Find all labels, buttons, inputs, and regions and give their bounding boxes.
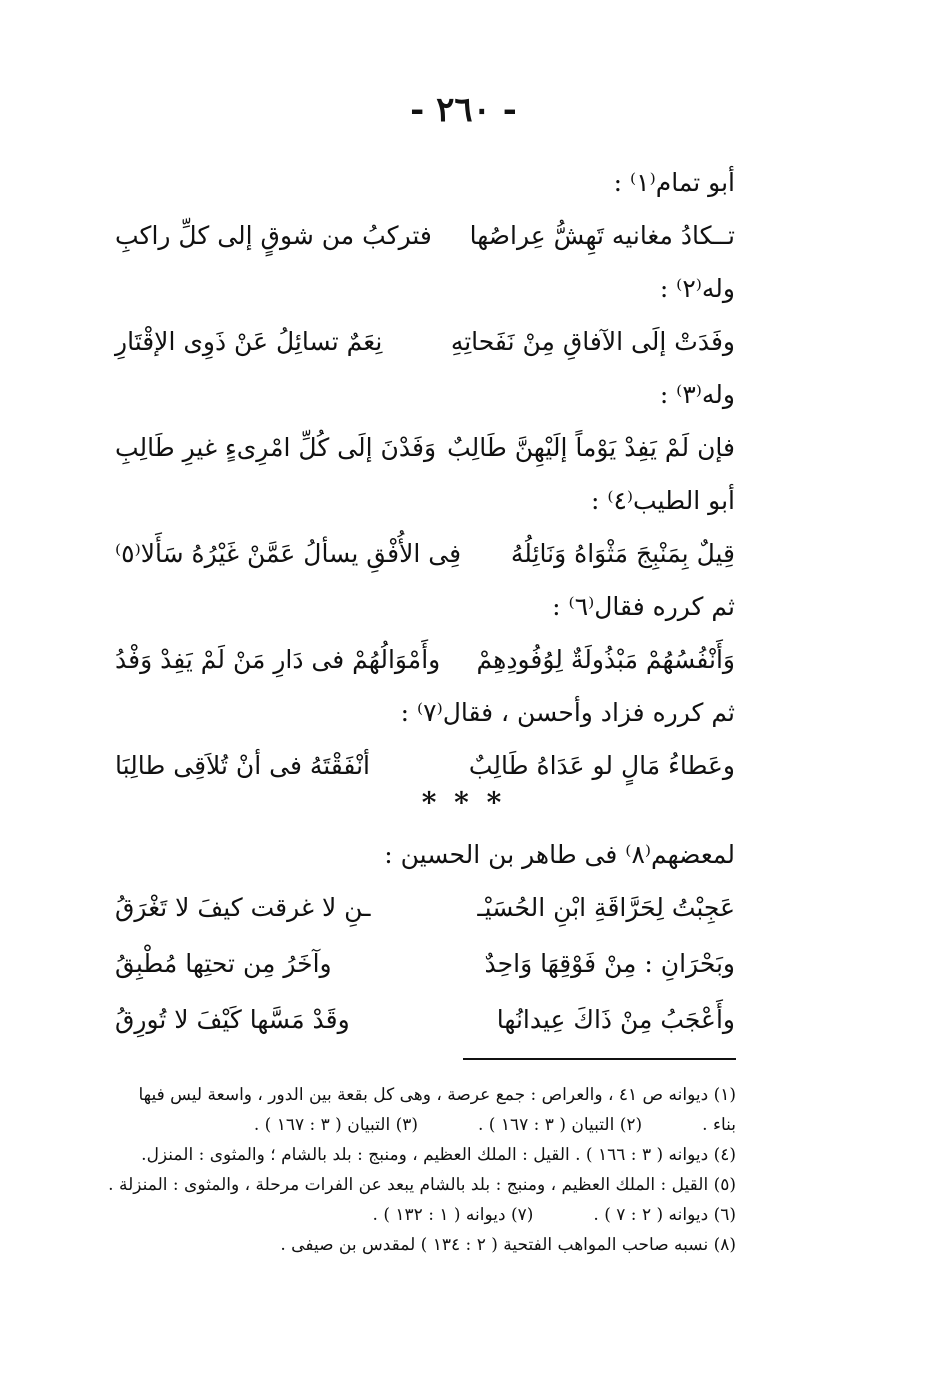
verse-first-hemistich: تــكادُ مغانيه تَهِشُّ عِراصُها bbox=[469, 221, 735, 250]
poet-heading: أبو تمام⁽١⁾ : bbox=[613, 168, 735, 197]
poet-heading: ثم كرره فزاد وأحسن ، فقال⁽٧⁾ : bbox=[400, 698, 735, 727]
poet-heading: لمعضهم⁽٨⁾ فى طاهر بن الحسين : bbox=[384, 840, 735, 869]
verse-first-hemistich: عَجِبْتُ لِحَرَّاقَةِ ابْنِ الحُسَيْـ bbox=[477, 893, 735, 922]
verse-first-hemistich: قِيلٌ بِمَنْبِجَ مَثْوَاهُ وَنَائِلُهُ bbox=[510, 539, 735, 568]
footnote-row bbox=[112, 1110, 736, 1140]
verse-first-hemistich: وأَعْجَبُ مِنْ ذَاكَ عِيدانُها bbox=[496, 1005, 735, 1034]
poet-heading: وله⁽٣⁾ : bbox=[659, 380, 735, 409]
poem-entry bbox=[115, 158, 735, 264]
page-number: - ٢٦٠ - bbox=[410, 90, 517, 130]
footnote-6: (٦) ديوانه ( ٢ : ٧ ) . bbox=[593, 1205, 736, 1225]
verse-second-hemistich: فتركبُ من شوقٍ إلى كلِّ راكبِ bbox=[115, 221, 432, 250]
verse-second-hemistich: وقَدْ مَسَّها كَيْفَ لا تُورِقُ bbox=[115, 1005, 350, 1034]
poem-entry bbox=[115, 582, 735, 688]
verse-second-hemistich: وآخَرُ مِن تحتِها مُطْبِقُ bbox=[115, 949, 332, 978]
poet-heading: وله⁽٢⁾ : bbox=[659, 274, 735, 303]
footnote-8: (٨) نسبه صاحب المواهب الفتحية ( ٢ : ١٣٤ ) لمقدس بن صيفى . bbox=[280, 1235, 736, 1255]
poet-heading: ثم كرره فقال⁽٦⁾ : bbox=[552, 592, 735, 621]
verse-line bbox=[115, 420, 735, 476]
verse-first-hemistich: وعَطاءُ مَالٍ لو عَدَاهُ طَالِبٌ bbox=[468, 751, 735, 780]
footnote-4: (٤) ديوانه ( ٣ : ١٦٦ ) . القيل : الملك العظيم ، ومنبج : بلد بالشام ؛ والمثوى : المنزل. bbox=[141, 1145, 736, 1165]
verse-line bbox=[115, 526, 735, 582]
footnote-7: (٧) ديوانه ( ١ : ١٣٢ ) . bbox=[372, 1205, 534, 1225]
verse-second-hemistich: ـنِ لا غرقت كيفَ لا تَغْرَقُ bbox=[115, 893, 371, 922]
verse-second-hemistich: وأَمْوَالُهُمْ فى دَارِ مَنْ لَمْ يَفِدْ وَفْدُ bbox=[115, 645, 441, 674]
verse-second-hemistich: وَفَدْنَ إلَى كُلِّ امْرِىءٍ غيرِ طَالِبِ bbox=[115, 433, 437, 462]
verse-line bbox=[115, 208, 735, 264]
verse-first-hemistich: وبَحْرَانِ : مِنْ فَوْقِهَا وَاحِدٌ bbox=[484, 949, 735, 978]
verse-first-hemistich: وفَدَتْ إلَى الآفاقِ مِنْ نَفَحاتِهِ bbox=[450, 327, 735, 356]
poem-section-2 bbox=[115, 830, 735, 1048]
verse-line bbox=[115, 314, 735, 370]
footnotes bbox=[108, 1080, 736, 1260]
verse-line bbox=[115, 992, 735, 1048]
verse-first-hemistich: فإن لَمْ يَفِدْ يَوْماً إلَيْهِنَّ طَالِبٌ bbox=[447, 433, 735, 462]
verse-second-hemistich: نِعَمٌ تسائِلُ عَنْ ذَوِى الإقْتَارِ bbox=[115, 327, 383, 356]
verse-line bbox=[115, 632, 735, 688]
verse-line bbox=[115, 880, 735, 936]
poem-entry bbox=[115, 688, 735, 794]
verse-second-hemistich: أنْفَقْتَهُ فى أنْ تُلاَقِى طالِبَا bbox=[115, 751, 370, 780]
poem-entry bbox=[115, 264, 735, 370]
poem-entry bbox=[115, 370, 735, 476]
verse-line bbox=[115, 936, 735, 992]
poem-section-1 bbox=[115, 158, 735, 794]
footnote-1: (١) ديوانه ص ٤١ ، والعراص : جمع عرصة ، وهى كل بقعة بين الدور ، واسعة ليس فيها bbox=[138, 1085, 736, 1105]
footnote-divider bbox=[463, 1058, 736, 1060]
footnote-3: (٣) التبيان ( ٣ : ١٦٧ ) . bbox=[253, 1115, 418, 1135]
section-separator: * * * bbox=[421, 786, 506, 819]
verse-second-hemistich: فِى الأُفْقِ يسألُ عَمَّنْ غَيْرُهُ سَأَلا⁽٥⁾ bbox=[115, 539, 462, 568]
footnote-2: (٢) التبيان ( ٣ : ١٦٧ ) . bbox=[478, 1115, 643, 1135]
poem-entry bbox=[115, 476, 735, 582]
footnote-5: (٥) القيل : الملك العظيم ، ومنبج : بلد بالشام يبعد عن الفرات مرحلة ، والمثوى : المنزلة . bbox=[108, 1175, 736, 1195]
poet-heading: أبو الطيب⁽٤⁾ : bbox=[590, 486, 735, 515]
footnote-1-continuation: بناء . bbox=[702, 1115, 736, 1135]
footnote-row bbox=[112, 1200, 736, 1230]
verse-first-hemistich: وَأَنْفُسُهُمْ مَبْذُولَةٌ لِوُفُودِهِمْ bbox=[476, 645, 735, 674]
